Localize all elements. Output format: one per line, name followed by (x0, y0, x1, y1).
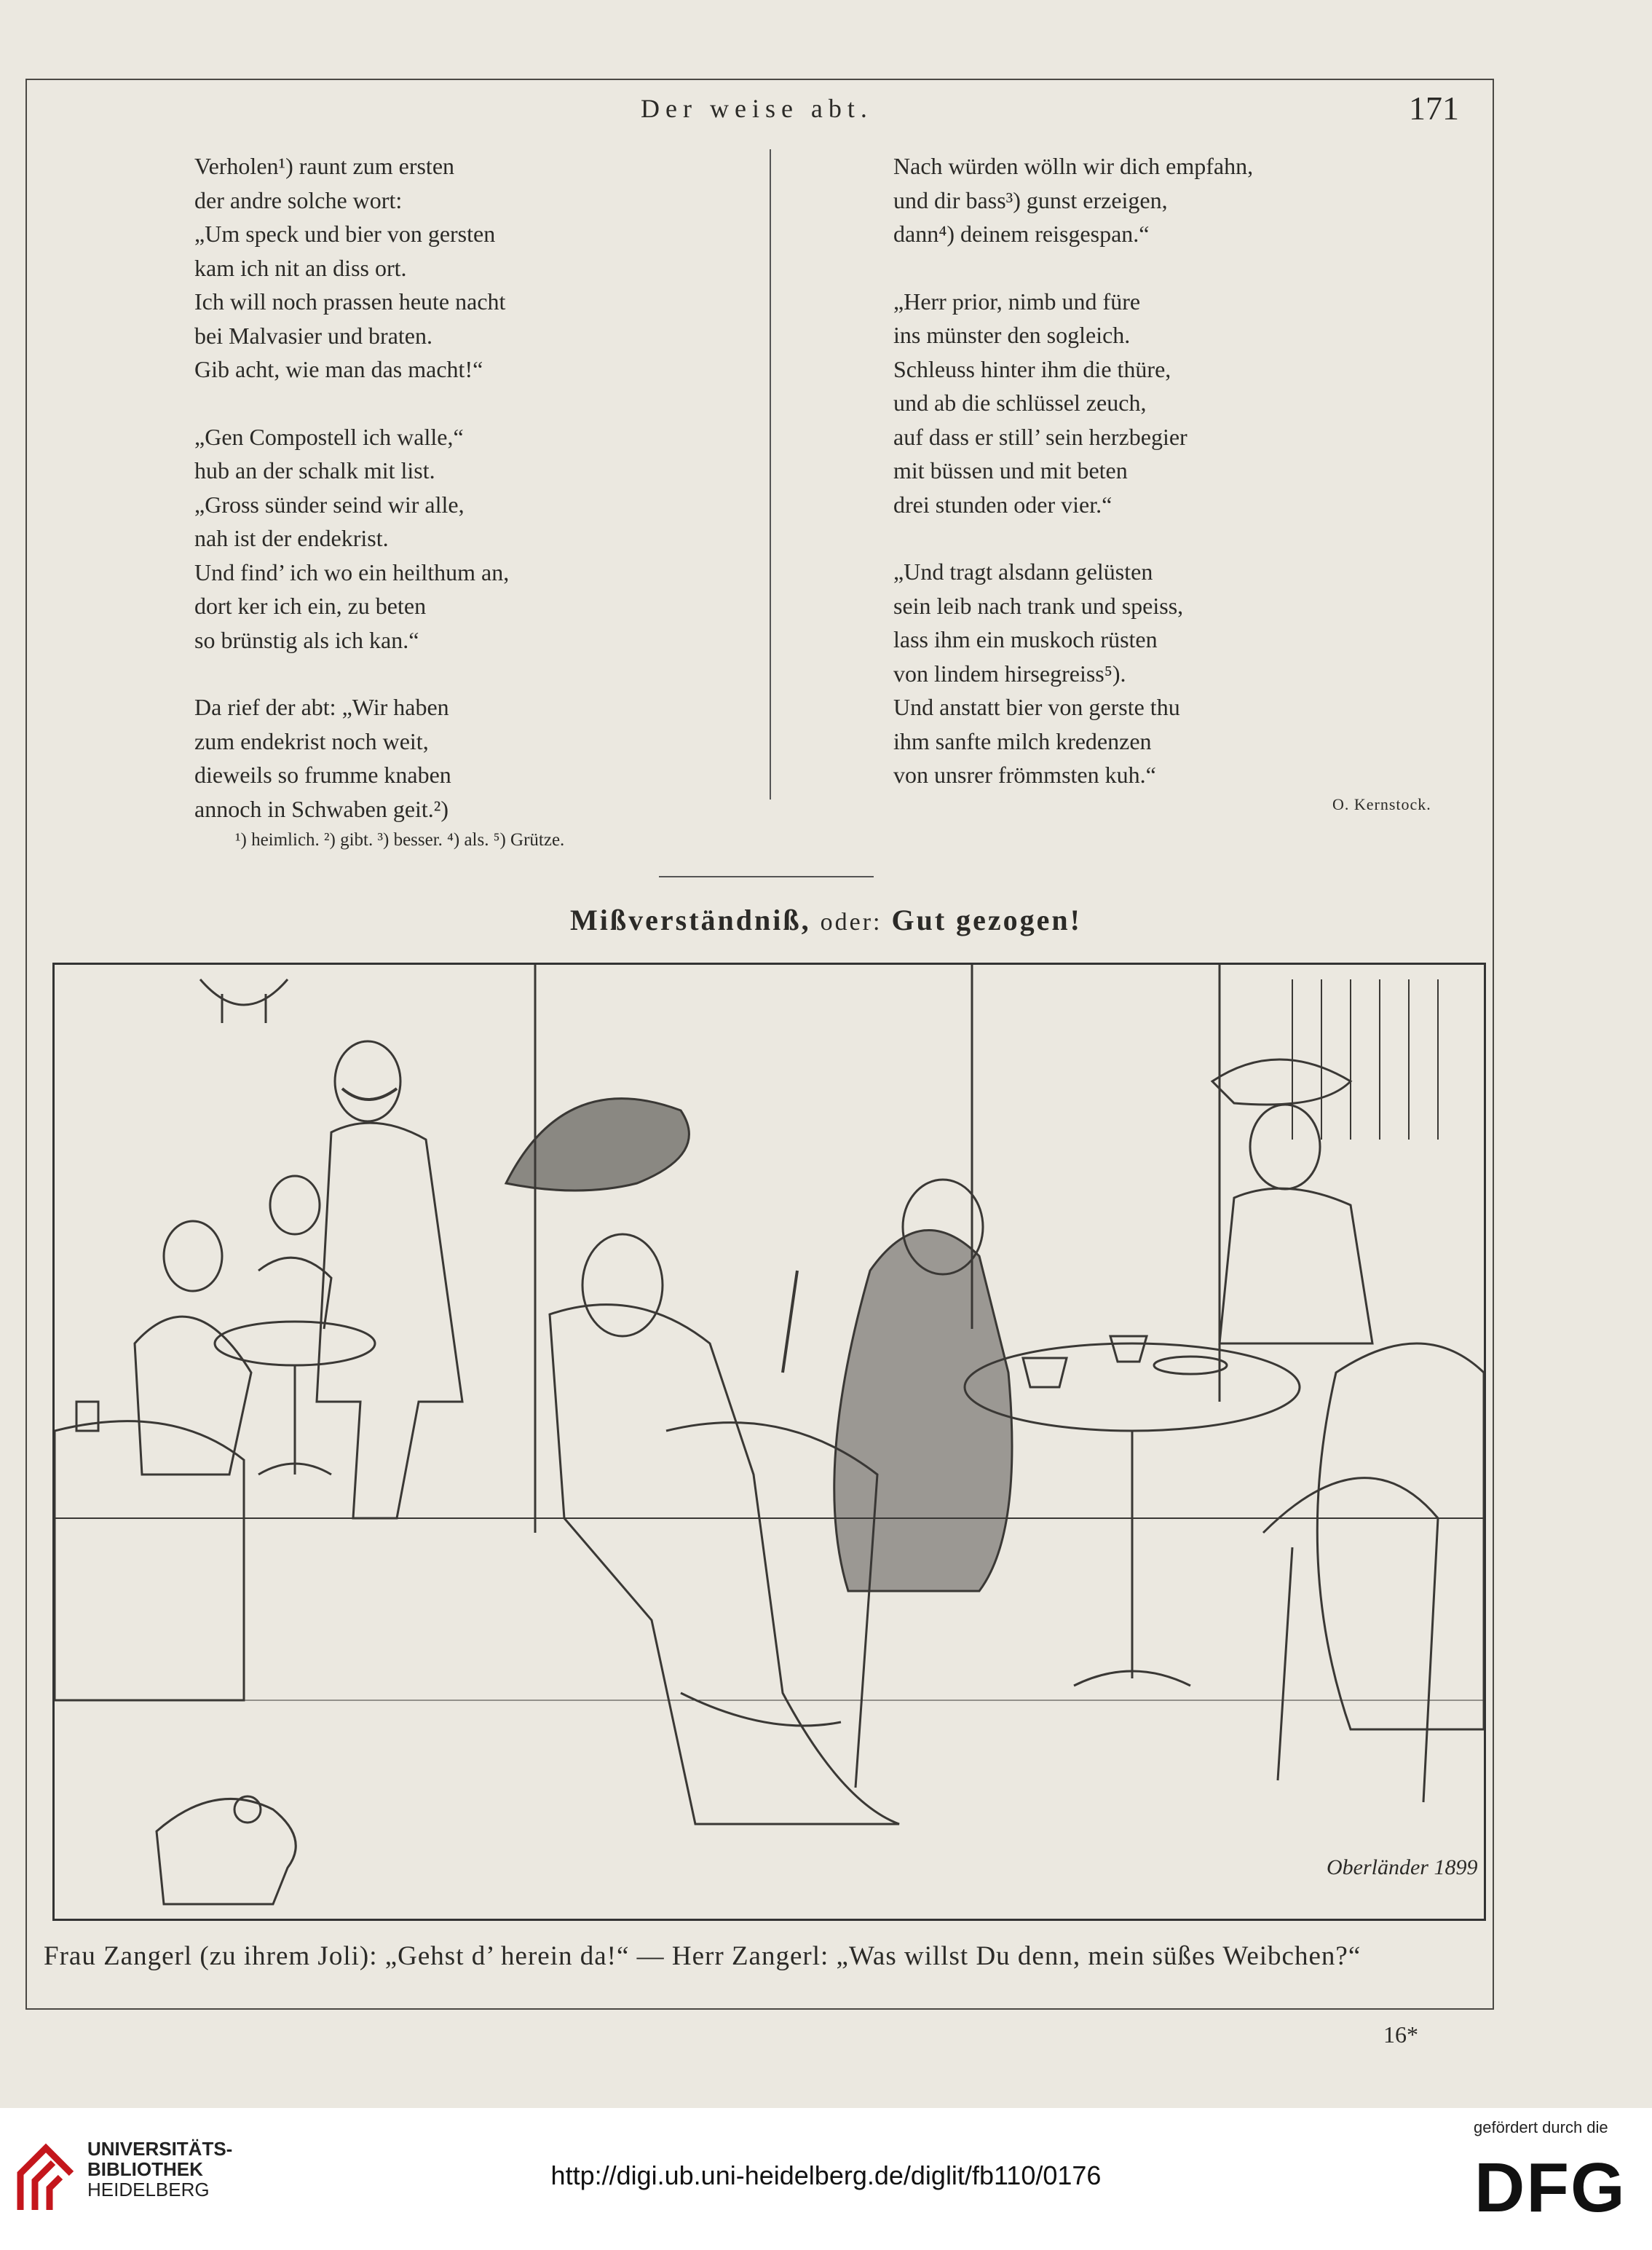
verse-line: annoch in Schwaben geit.²) (194, 795, 449, 822)
verse-line: mit büssen und mit beten (893, 457, 1128, 483)
logo-line-2: BIBLIOTHEK (87, 2158, 203, 2180)
verse-line: Und anstatt bier von gerste thu (893, 694, 1180, 720)
verse-line: so brünstig als ich kan.“ (194, 626, 419, 653)
verse-line: „Um speck und bier von gersten (194, 221, 496, 247)
dfg-logo: DFG (1474, 2149, 1627, 2227)
verse-line: und dir bass³) gunst erzeigen, (893, 186, 1168, 213)
stanza (893, 285, 1253, 522)
funded-by-label: gefördert durch die (1474, 2118, 1608, 2136)
verse-line: lass ihm ein muskoch rüsten (893, 626, 1158, 652)
cartoon-title-oder: oder: (820, 909, 882, 936)
stanza (194, 420, 509, 658)
verse-line: „Herr prior, nimb und füre (893, 288, 1141, 315)
stanza (194, 690, 509, 826)
verse-line: „Und tragt alsdann gelüsten (893, 558, 1153, 585)
poem-left-column (194, 149, 509, 859)
footnotes: ¹) heimlich. ²) gibt. ³) besser. ⁴) als. ⁵) Grütze. (235, 830, 565, 850)
verse-line: Nach würden wölln wir dich empfahn, (893, 153, 1254, 179)
library-footer (0, 2108, 1652, 2250)
verse-line: ins münster den sogleich. (893, 322, 1131, 348)
running-title: Der weise abt. (641, 94, 873, 123)
verse-line: von lindem hirsegreiss⁵). (893, 660, 1126, 687)
verse-line: bei Malvasier und braten. (194, 322, 432, 349)
verse-line: Und find’ ich wo ein heilthum an, (194, 558, 510, 585)
verse-line: Gib acht, wie man das macht!“ (194, 356, 483, 382)
separator-rule (659, 876, 874, 877)
verse-line: ihm sanfte milch kredenzen (893, 727, 1152, 754)
artist-signature: Oberländer 1899 (1327, 1855, 1478, 1879)
cafe-illustration (52, 963, 1486, 1921)
permalink-url[interactable]: http://digi.ub.uni-heidelberg.de/diglit/fb110/0176 (550, 2160, 1102, 2190)
cafe-scene-drawing (55, 965, 1484, 1919)
stanza (194, 149, 509, 387)
verse-line: nah ist der endekrist. (194, 525, 389, 551)
stanza (893, 149, 1253, 251)
cartoon-title-end: Gut gezogen! (891, 904, 1082, 936)
cartoon-title (0, 903, 1652, 937)
verse-line: und ab die schlüssel zeuch, (893, 390, 1147, 416)
verse-line: der andre solche wort: (194, 186, 403, 213)
verse-line: drei stunden oder vier.“ (893, 491, 1112, 518)
verse-line: hub an der schalk mit list. (194, 457, 435, 483)
verse-line: dann⁴) deinem reisgespan.“ (893, 221, 1150, 247)
verse-line: auf dass er still’ sein herzbegier (893, 423, 1187, 450)
verse-line: sein leib nach trank und speiss, (893, 592, 1184, 619)
poem-right-column (893, 149, 1253, 826)
column-divider (770, 149, 771, 800)
cartoon-caption: Frau Zangerl (zu ihrem Joli): „Gehst d’ herein da!“ — Herr Zangerl: „Was willst Du denn, mein süßes Weibchen?“ (44, 1941, 1361, 1971)
cartoon-title-main: Mißverständniß, (570, 904, 811, 936)
verse-line: dieweils so frumme knaben (194, 762, 451, 788)
verse-line: „Gen Compostell ich walle,“ (194, 423, 464, 450)
verse-line: Schleuss hinter ihm die thüre, (893, 355, 1171, 382)
verse-line: „Gross sünder seind wir alle, (194, 491, 465, 518)
verse-line: dort ker ich ein, zu beten (194, 593, 427, 619)
verse-line: zum endekrist noch weit, (194, 727, 429, 754)
verse-line: Ich will noch prassen heute nacht (194, 288, 506, 315)
verse-line: Verholen¹) raunt zum ersten (194, 153, 455, 179)
verse-line: von unsrer frömmsten kuh.“ (893, 762, 1156, 788)
verse-line: kam ich nit an diss ort. (194, 254, 407, 281)
stanza (893, 555, 1253, 792)
page-number: 171 (1409, 90, 1459, 127)
verse-line: Da rief der abt: „Wir haben (194, 694, 449, 720)
signature-mark: 16* (1383, 2021, 1418, 2048)
poem-author: O. Kernstock. (1332, 795, 1431, 813)
logo-line-1: UNIVERSITÄTS- (87, 2138, 233, 2160)
logo-line-3: HEIDELBERG (87, 2179, 210, 2200)
